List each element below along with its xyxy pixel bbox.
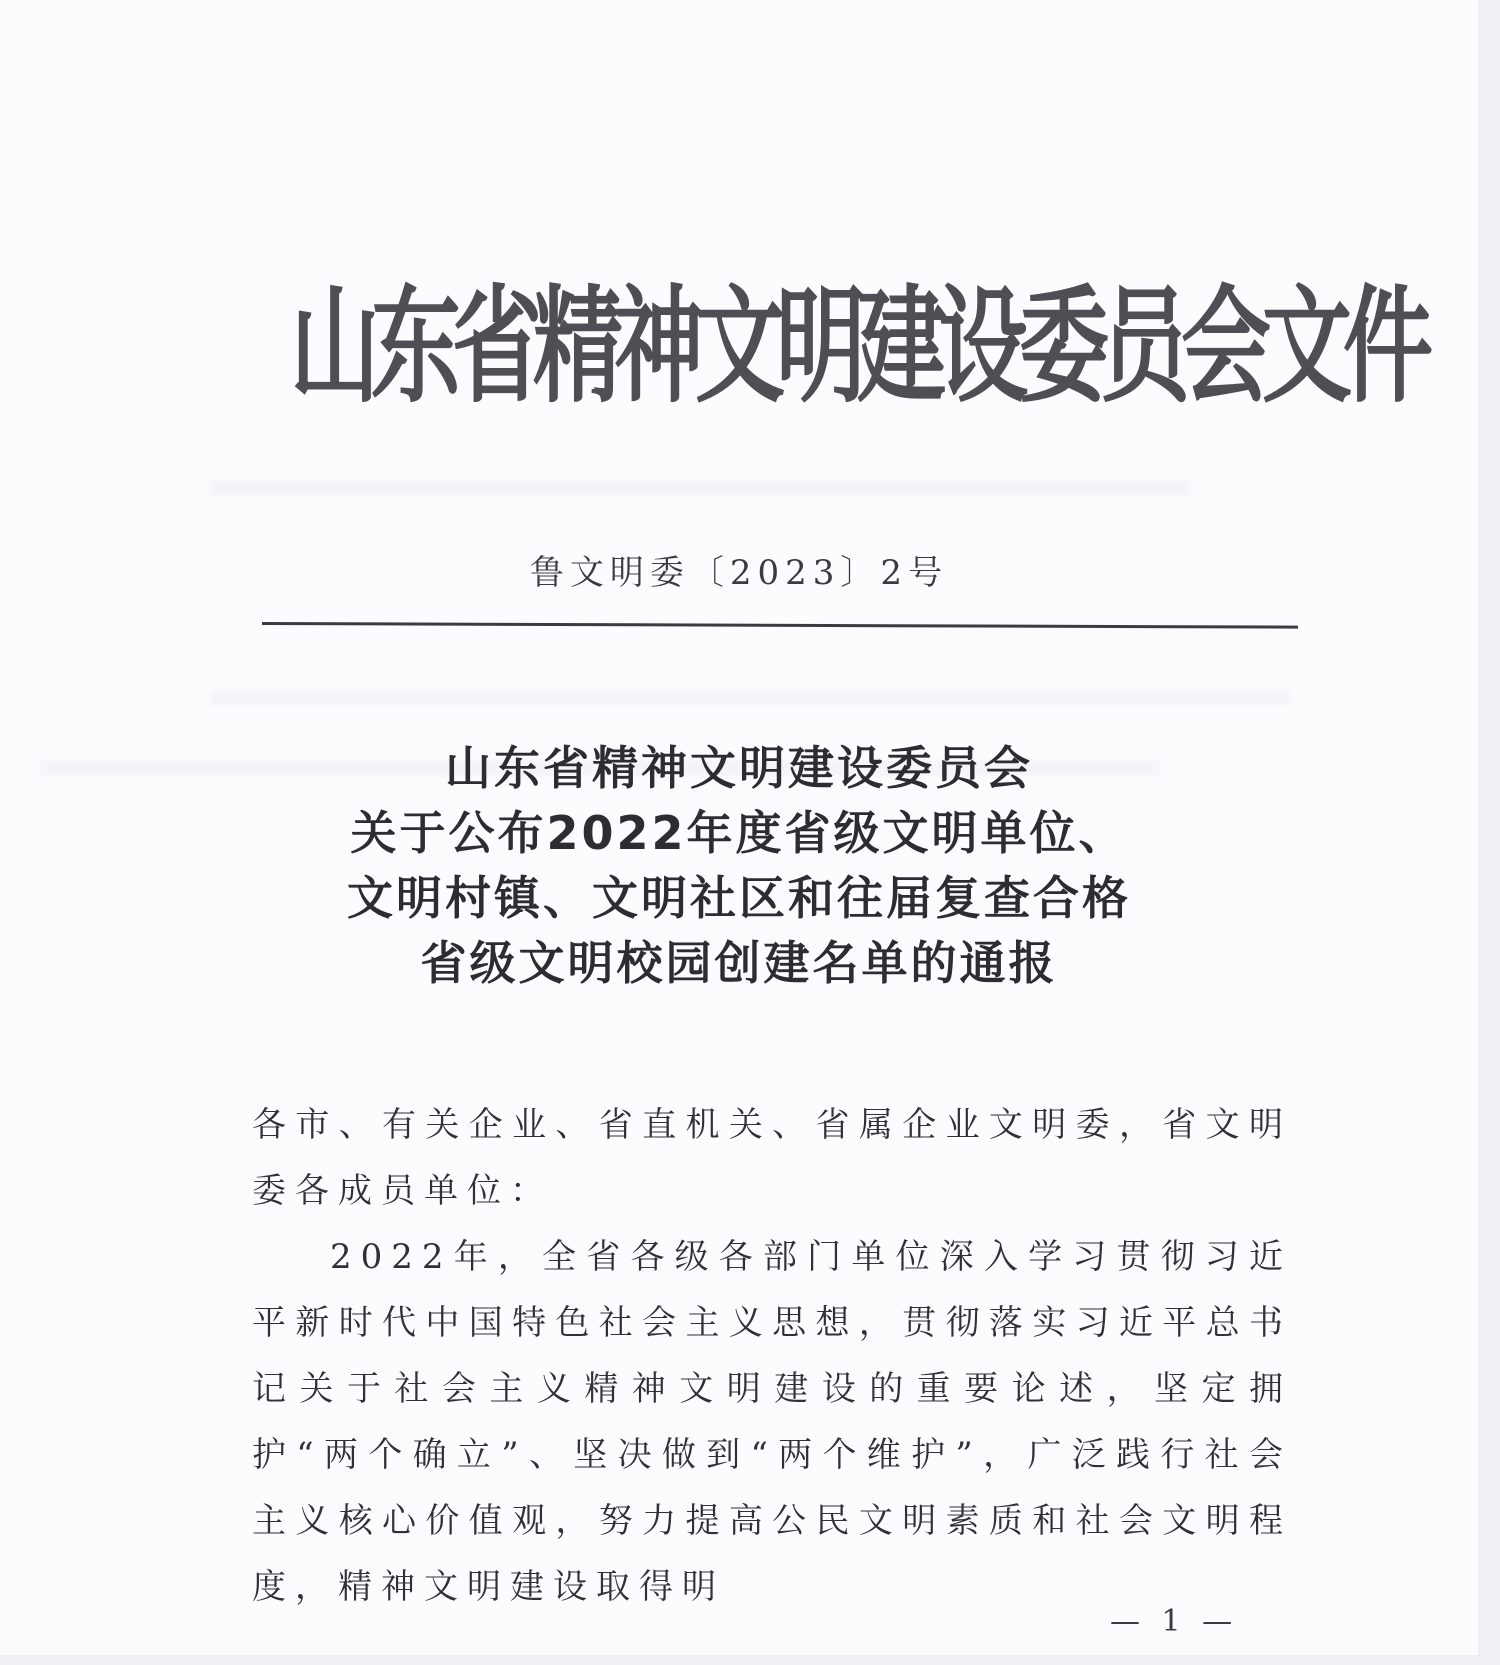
document-title xyxy=(0,736,1478,996)
header-divider xyxy=(262,622,1298,629)
title-line-1: 山东省精神文明建设委员会 xyxy=(445,741,1033,795)
document-number: 鲁文明委〔2023〕2号 xyxy=(529,553,949,593)
document-masthead: 山东省精神文明建设委员会文件 xyxy=(290,274,1424,421)
scan-noise xyxy=(210,480,1190,496)
body-paragraph: 2022年，全省各级各部门单位深入学习贯彻习近平新时代中国特色社会主义思想，贯彻落实习近平总书记关于社会主义精神文明建设的重要论述，坚定拥护“两个确立”、坚决做到“两个维护”，广泛践行社会主义核心价值观，努力提高公民文明素质和社会文明程度，精神文明建设取得明 xyxy=(252,1237,1292,1607)
page-number: — 1 — xyxy=(1110,1604,1239,1639)
salutation: 各市、有关企业、省直机关、省属企业文明委，省文明委各成员单位： xyxy=(252,1105,1292,1211)
title-line-3: 文明村镇、文明社区和往届复查合格 xyxy=(347,871,1131,925)
document-body xyxy=(252,1092,1292,1620)
title-line-4: 省级文明校园创建名单的通报 xyxy=(420,936,1058,990)
scan-noise xyxy=(210,690,1290,706)
title-line-2: 关于公布2022年度省级文明单位、 xyxy=(350,806,1128,860)
